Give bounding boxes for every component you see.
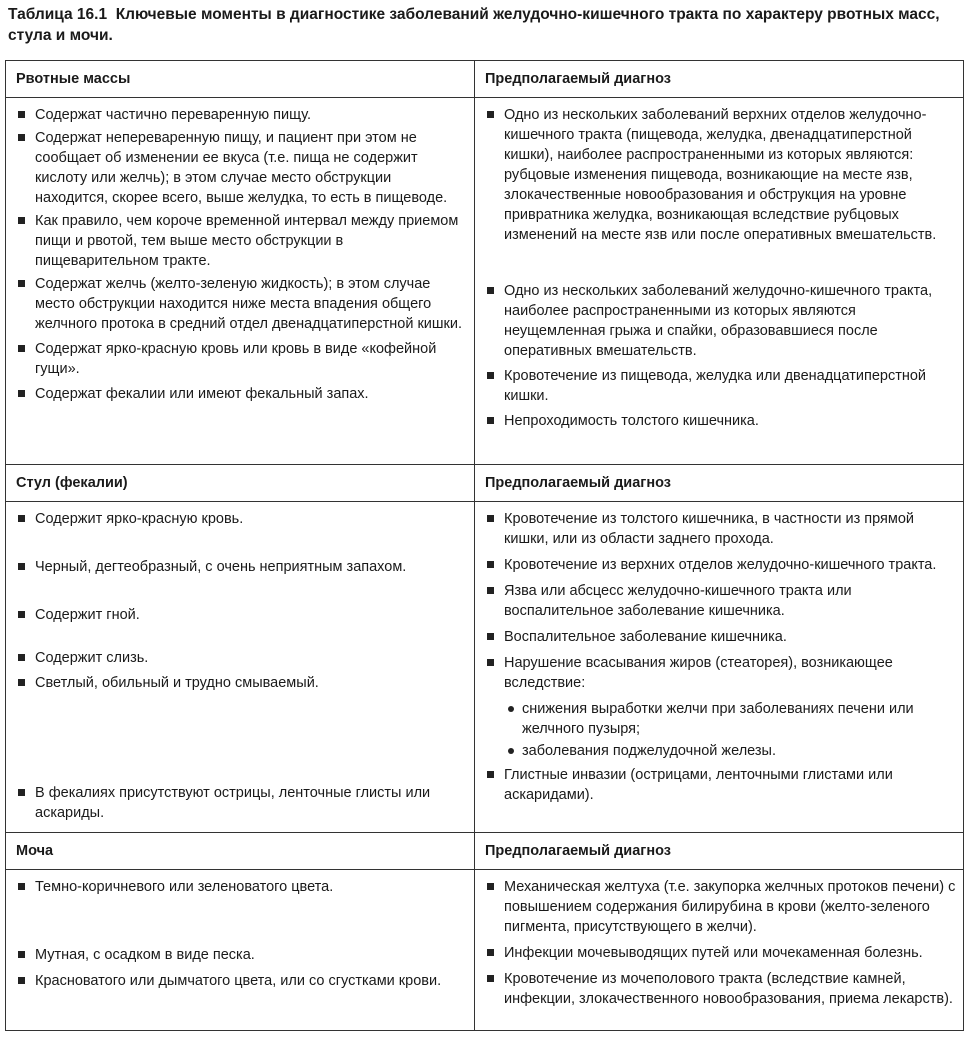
list-item: Содержит ярко-красную кровь. [12,509,468,529]
table-caption [8,4,968,46]
list-item: Содержит гной. [12,605,468,625]
section-header-urine: Моча [6,833,475,870]
section-header-diagnosis: Предполагаемый диагноз [475,61,964,98]
section-header-diagnosis: Предполагаемый диагноз [475,833,964,870]
list-item: Одно из нескольких заболеваний желудочно-кишечного тракта, наиболее распространенными из которых являются неущемленная грыжа и спайки, образовавшиеся после оперативных вмешательств. [481,281,957,361]
caption-text: Ключевые моменты в диагностике заболеваний желудочно-кишечного тракта по характеру рвотных масс, стула и мочи. [8,6,940,44]
list-item: Мутная, с осадком в виде песка. [12,945,468,965]
list-item: Воспалительное заболевание кишечника. [481,627,957,647]
section-header-vomit: Рвотные массы [6,61,475,98]
vomit-diagnosis-cell [475,98,964,465]
list-item: Кровотечение из толстого кишечника, в частности из прямой кишки, или из области заднего прохода. [481,509,957,549]
section-body-row [6,502,964,833]
list-item: Как правило, чем короче временной интервал между приемом пищи и рвотой, тем выше место обструкции в пищеварительном тракте. [12,211,468,271]
section-header-stool: Стул (фекалии) [6,465,475,502]
section-header-row [6,465,964,502]
list-item: Кровотечение из пищевода, желудка или двенадцатиперстной кишки. [481,366,957,406]
stool-findings-cell [6,502,475,833]
section-body-row [6,98,964,465]
list-item: Содержат частично переваренную пищу. [12,105,468,125]
diagnosis-table [5,60,964,1031]
section-header-diagnosis: Предполагаемый диагноз [475,465,964,502]
urine-diagnosis-cell [475,870,964,1031]
list-item: Черный, дегтеобразный, с очень неприятным запахом. [12,557,468,577]
sub-list [504,699,957,761]
list-item: Одно из нескольких заболеваний верхних отделов желудочно-кишечного тракта (пищевода, желудка, двенадцатиперстной кишки), наиболее распространенными из которых являются: рубцовые изменения пищевода, возникающие на месте язв, злокачественные новообразования и обструкция на уровне привратника желудка, возникающая вследствие рубцовых изменений на месте язв или после оперативных вмешательств. [481,105,957,245]
list-item: Светлый, обильный и трудно смываемый. [12,673,468,693]
list-item: Непроходимость толстого кишечника. [481,411,957,431]
urine-findings-cell [6,870,475,1031]
stool-diagnosis-cell [475,502,964,833]
list-item: Механическая желтуха (т.е. закупорка желчных протоков печени) с повышением содержания билирубина в крови (желто-зеленого пигмента, присутствующего в желчи). [481,877,957,937]
list-item: Язва или абсцесс желудочно-кишечного тракта или воспалительное заболевание кишечника. [481,581,957,621]
list-item: Содержат непереваренную пищу, и пациент при этом не сообщает об изменении ее вкуса (т.е. пища не содержит кислоту или желчь); в этом случае место обструкции находится, скорее всего, выше желудка, то есть в пищеводе. [12,128,468,208]
list-item-text: Нарушение всасывания жиров (стеаторея), возникающее вследствие: [504,655,893,691]
list-item: Красноватого или дымчатого цвета, или со сгустками крови. [12,971,468,991]
section-body-row [6,870,964,1031]
section-header-row [6,833,964,870]
list-item: Содержат фекалии или имеют фекальный запах. [12,384,468,404]
list-item: Инфекции мочевыводящих путей или мочекаменная болезнь. [481,943,957,963]
list-item: Темно-коричневого или зеленоватого цвета. [12,877,468,897]
caption-label: Таблица 16.1 [8,6,108,23]
list-item: Кровотечение из мочеполового тракта (вследствие камней, инфекции, злокачественного новообразования, приема лекарств). [481,969,957,1009]
list-item: Содержат желчь (желто-зеленую жидкость); в этом случае место обструкции находится ниже места впадения общего желчного протока в средний отдел двенадцатиперстной кишки. [12,274,468,334]
sub-list-item: заболевания поджелудочной железы. [504,741,957,761]
section-header-row [6,61,964,98]
list-item: Кровотечение из верхних отделов желудочно-кишечного тракта. [481,555,957,575]
list-item: Глистные инвазии (острицами, ленточными глистами или аскаридами). [481,765,957,805]
list-item-steatorrhea [481,653,957,761]
list-item: В фекалиях присутствуют острицы, ленточные глисты или аскариды. [12,783,468,823]
sub-list-item: снижения выработки желчи при заболеваниях печени или желчного пузыря; [504,699,957,739]
vomit-findings-cell [6,98,475,465]
list-item: Содержит слизь. [12,648,468,668]
list-item: Содержат ярко-красную кровь или кровь в виде «кофейной гущи». [12,339,468,379]
